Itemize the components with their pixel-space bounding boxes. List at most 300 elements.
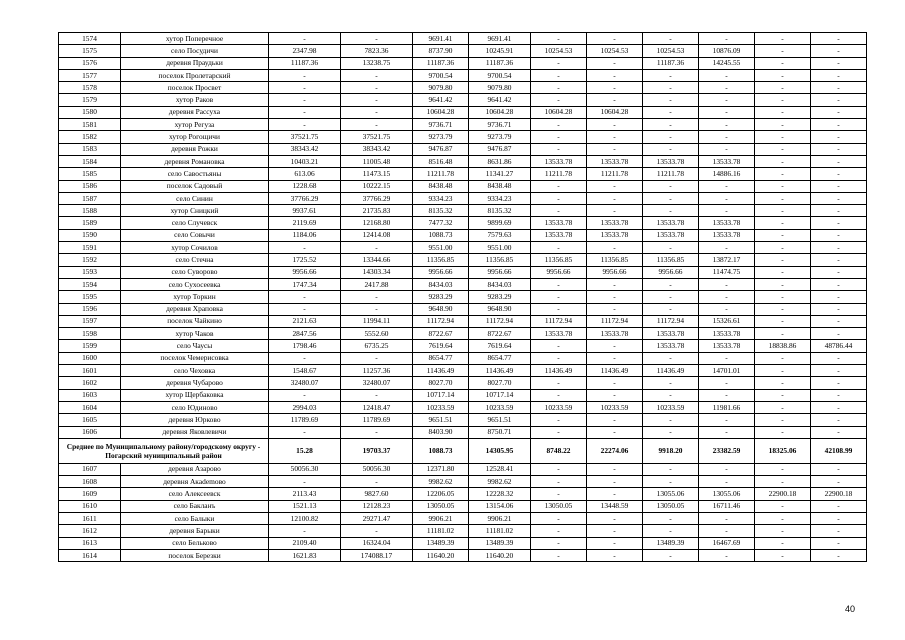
row-number-cell: 1581	[59, 119, 121, 131]
value-cell: 13050.05	[531, 500, 587, 512]
settlement-name-cell: село Чаусы	[121, 340, 269, 352]
value-cell: -	[755, 33, 811, 45]
value-cell: -	[811, 69, 867, 81]
value-cell: 11172.94	[643, 315, 699, 327]
value-cell: -	[269, 69, 341, 81]
settlement-name-cell: село Синин	[121, 192, 269, 204]
value-cell: -	[587, 488, 643, 500]
value-cell: 12128.23	[341, 500, 413, 512]
value-cell: -	[699, 69, 755, 81]
value-cell: 2994.03	[269, 401, 341, 413]
value-cell: -	[531, 303, 587, 315]
average-value-cell: 18325.06	[755, 438, 811, 463]
value-cell: 11341.27	[469, 168, 531, 180]
value-cell: -	[811, 278, 867, 290]
value-cell: -	[587, 389, 643, 401]
average-value-cell: 23382.59	[699, 438, 755, 463]
settlement-name-cell: хутор Сницкий	[121, 205, 269, 217]
value-cell: -	[755, 291, 811, 303]
table-row	[59, 389, 867, 401]
value-cell: -	[643, 82, 699, 94]
value-cell: 8654.77	[469, 352, 531, 364]
value-cell: 29271.47	[341, 512, 413, 524]
value-cell: 11981.66	[699, 401, 755, 413]
value-cell: -	[643, 525, 699, 537]
value-cell: 11211.78	[643, 168, 699, 180]
value-cell: 16324.04	[341, 537, 413, 549]
row-number-cell: 1578	[59, 82, 121, 94]
value-cell: -	[587, 352, 643, 364]
value-cell: 21735.83	[341, 205, 413, 217]
value-cell: -	[755, 155, 811, 167]
table-row	[59, 205, 867, 217]
value-cell: 13533.78	[699, 229, 755, 241]
value-cell: -	[811, 155, 867, 167]
value-cell: 8722.67	[413, 328, 469, 340]
value-cell: 2109.40	[269, 537, 341, 549]
value-cell: -	[643, 352, 699, 364]
value-cell: 13489.39	[643, 537, 699, 549]
value-cell: 8434.03	[413, 278, 469, 290]
value-cell: 9079.80	[413, 82, 469, 94]
value-cell: -	[755, 549, 811, 561]
settlement-name-cell: село Бакланъ	[121, 500, 269, 512]
value-cell: -	[755, 229, 811, 241]
row-number-cell: 1607	[59, 463, 121, 475]
value-cell: -	[699, 205, 755, 217]
value-cell: 9551.00	[413, 242, 469, 254]
value-cell: 2847.56	[269, 328, 341, 340]
value-cell: -	[531, 94, 587, 106]
settlement-name-cell: село Алексеевск	[121, 488, 269, 500]
value-cell: 9551.00	[469, 242, 531, 254]
value-cell: -	[269, 389, 341, 401]
average-value-cell: 9918.20	[643, 438, 699, 463]
value-cell: -	[587, 143, 643, 155]
settlement-name-cell: деревня Азарово	[121, 463, 269, 475]
value-cell: 9476.87	[413, 143, 469, 155]
value-cell: -	[755, 389, 811, 401]
settlement-name-cell: поселок Пролетарский	[121, 69, 269, 81]
value-cell: -	[755, 106, 811, 118]
value-cell: -	[811, 205, 867, 217]
value-cell: 11994.11	[341, 315, 413, 327]
table-row	[59, 106, 867, 118]
settlement-name-cell: поселок Садовый	[121, 180, 269, 192]
value-cell: -	[811, 525, 867, 537]
value-cell: -	[699, 426, 755, 438]
value-cell: -	[755, 426, 811, 438]
value-cell: 22900.18	[755, 488, 811, 500]
table-row	[59, 229, 867, 241]
value-cell: -	[755, 500, 811, 512]
settlement-name-cell: село Стечна	[121, 254, 269, 266]
value-cell: 11172.94	[413, 315, 469, 327]
row-number-cell: 1593	[59, 266, 121, 278]
value-cell: 11356.85	[413, 254, 469, 266]
row-number-cell: 1605	[59, 414, 121, 426]
value-cell: -	[269, 33, 341, 45]
row-number-cell: 1608	[59, 476, 121, 488]
value-cell: 9956.66	[413, 266, 469, 278]
row-number-cell: 1575	[59, 45, 121, 57]
settlement-name-cell: поселок Просвет	[121, 82, 269, 94]
average-value-cell: 14305.95	[469, 438, 531, 463]
value-cell: 2417.88	[341, 278, 413, 290]
value-cell: -	[531, 463, 587, 475]
value-cell: 11172.94	[531, 315, 587, 327]
value-cell: 13533.78	[643, 217, 699, 229]
value-cell: -	[531, 377, 587, 389]
value-cell: 9651.51	[469, 414, 531, 426]
settlement-name-cell: деревня Яковлевичи	[121, 426, 269, 438]
value-cell: -	[531, 82, 587, 94]
table-row	[59, 401, 867, 413]
row-number-cell: 1583	[59, 143, 121, 155]
value-cell: 9982.62	[469, 476, 531, 488]
value-cell: -	[811, 119, 867, 131]
value-cell: 9700.54	[413, 69, 469, 81]
value-cell: -	[755, 254, 811, 266]
value-cell: -	[643, 205, 699, 217]
value-cell: -	[587, 242, 643, 254]
value-cell: -	[755, 512, 811, 524]
value-cell: 32480.07	[269, 377, 341, 389]
value-cell: 13050.05	[413, 500, 469, 512]
value-cell: -	[811, 33, 867, 45]
value-cell: -	[587, 537, 643, 549]
value-cell: -	[755, 69, 811, 81]
value-cell: 9283.29	[413, 291, 469, 303]
settlement-name-cell: село Бельково	[121, 537, 269, 549]
value-cell: -	[341, 389, 413, 401]
value-cell: -	[643, 512, 699, 524]
value-cell: -	[587, 119, 643, 131]
value-cell: -	[699, 94, 755, 106]
value-cell: 13533.78	[699, 328, 755, 340]
value-cell: -	[755, 278, 811, 290]
value-cell: -	[699, 352, 755, 364]
data-sheet	[58, 32, 853, 562]
value-cell: -	[699, 33, 755, 45]
value-cell: -	[269, 426, 341, 438]
value-cell: 9700.54	[469, 69, 531, 81]
table-row	[59, 69, 867, 81]
value-cell: 11356.85	[587, 254, 643, 266]
value-cell: 5552.60	[341, 328, 413, 340]
value-cell: 10233.59	[643, 401, 699, 413]
value-cell: 613.06	[269, 168, 341, 180]
value-cell: 174088.17	[341, 549, 413, 561]
value-cell: -	[755, 414, 811, 426]
settlement-name-cell: деревня Рожки	[121, 143, 269, 155]
row-number-cell: 1577	[59, 69, 121, 81]
value-cell: 37766.29	[269, 192, 341, 204]
table-row	[59, 500, 867, 512]
value-cell: -	[755, 205, 811, 217]
value-cell: 18838.86	[755, 340, 811, 352]
table-row	[59, 340, 867, 352]
table-row	[59, 512, 867, 524]
value-cell: 32480.07	[341, 377, 413, 389]
value-cell: -	[811, 143, 867, 155]
value-cell: -	[587, 192, 643, 204]
value-cell: -	[587, 291, 643, 303]
row-number-cell: 1596	[59, 303, 121, 315]
value-cell: -	[587, 512, 643, 524]
value-cell: -	[643, 377, 699, 389]
value-cell: -	[811, 512, 867, 524]
row-number-cell: 1611	[59, 512, 121, 524]
value-cell: 11257.36	[341, 365, 413, 377]
value-cell: -	[269, 476, 341, 488]
settlement-name-cell: село Посудичи	[121, 45, 269, 57]
table-row	[59, 352, 867, 364]
value-cell: 7823.36	[341, 45, 413, 57]
value-cell: 8135.32	[413, 205, 469, 217]
value-cell: 9334.23	[469, 192, 531, 204]
value-cell: 9906.21	[469, 512, 531, 524]
value-cell: 10403.21	[269, 155, 341, 167]
average-value-cell: 8748.22	[531, 438, 587, 463]
row-number-cell: 1612	[59, 525, 121, 537]
value-cell: -	[531, 69, 587, 81]
value-cell: -	[811, 266, 867, 278]
value-cell: 13533.78	[587, 217, 643, 229]
value-cell: 1747.34	[269, 278, 341, 290]
settlement-name-cell: деревня Чубарово	[121, 377, 269, 389]
value-cell: -	[587, 131, 643, 143]
settlement-name-cell: деревня Рассуха	[121, 106, 269, 118]
value-cell: -	[811, 242, 867, 254]
value-cell: 9956.66	[269, 266, 341, 278]
value-cell: -	[699, 377, 755, 389]
table-row	[59, 242, 867, 254]
value-cell: 13533.78	[531, 229, 587, 241]
value-cell: 38343.42	[341, 143, 413, 155]
value-cell: 12228.32	[469, 488, 531, 500]
settlement-name-cell: село Савостьяны	[121, 168, 269, 180]
value-cell: 11187.36	[413, 57, 469, 69]
average-label: Среднее по Муниципальному району/городскому округу - Погарский муниципальный район	[59, 438, 269, 463]
value-cell: 37521.75	[269, 131, 341, 143]
value-cell: 11356.85	[643, 254, 699, 266]
value-cell: -	[811, 303, 867, 315]
value-cell: 11211.78	[413, 168, 469, 180]
average-value-cell: 1088.73	[413, 438, 469, 463]
value-cell: 10233.59	[469, 401, 531, 413]
value-cell: 11436.49	[643, 365, 699, 377]
value-cell: 13533.78	[531, 155, 587, 167]
value-cell: -	[643, 291, 699, 303]
value-cell: -	[755, 168, 811, 180]
value-cell: -	[341, 426, 413, 438]
value-cell: -	[755, 401, 811, 413]
value-cell: 13533.78	[643, 328, 699, 340]
value-cell: -	[699, 119, 755, 131]
settlement-name-cell: село Чеховка	[121, 365, 269, 377]
value-cell: 12100.82	[269, 512, 341, 524]
table-row	[59, 414, 867, 426]
table-row	[59, 45, 867, 57]
settlement-name-cell: деревня Праудьки	[121, 57, 269, 69]
value-cell: -	[587, 180, 643, 192]
settlement-name-cell: поселок Чайкино	[121, 315, 269, 327]
value-cell: -	[811, 365, 867, 377]
value-cell: -	[699, 389, 755, 401]
value-cell: -	[755, 328, 811, 340]
value-cell: 50056.30	[269, 463, 341, 475]
value-cell: 14701.01	[699, 365, 755, 377]
table-row	[59, 155, 867, 167]
value-cell: -	[531, 389, 587, 401]
value-cell: 11473.15	[341, 168, 413, 180]
table-row	[59, 254, 867, 266]
value-cell: -	[643, 549, 699, 561]
value-cell: 9273.79	[469, 131, 531, 143]
settlement-name-cell: деревня Храповка	[121, 303, 269, 315]
value-cell: -	[587, 414, 643, 426]
value-cell: -	[755, 45, 811, 57]
value-cell: 13533.78	[643, 340, 699, 352]
row-number-cell: 1591	[59, 242, 121, 254]
value-cell: 9641.42	[469, 94, 531, 106]
value-cell: -	[811, 389, 867, 401]
value-cell: -	[531, 525, 587, 537]
value-cell: -	[643, 476, 699, 488]
value-cell: -	[755, 525, 811, 537]
value-cell: 9827.60	[341, 488, 413, 500]
value-cell: -	[755, 131, 811, 143]
average-value-cell: 19703.37	[341, 438, 413, 463]
value-cell: -	[811, 229, 867, 241]
value-cell: -	[643, 414, 699, 426]
value-cell: 11187.36	[269, 57, 341, 69]
value-cell: 13533.78	[587, 155, 643, 167]
row-number-cell: 1585	[59, 168, 121, 180]
value-cell: -	[755, 303, 811, 315]
average-value-cell: 22274.06	[587, 438, 643, 463]
value-cell: -	[755, 537, 811, 549]
value-cell: 11181.02	[413, 525, 469, 537]
value-cell: -	[699, 512, 755, 524]
settlement-name-cell: хутор Раков	[121, 94, 269, 106]
value-cell: 8631.86	[469, 155, 531, 167]
value-cell: 1725.52	[269, 254, 341, 266]
value-cell: -	[269, 94, 341, 106]
table-row	[59, 57, 867, 69]
row-number-cell: 1586	[59, 180, 121, 192]
value-cell: 50056.30	[341, 463, 413, 475]
value-cell: 8403.90	[413, 426, 469, 438]
value-cell: -	[531, 512, 587, 524]
value-cell: 10222.15	[341, 180, 413, 192]
value-cell: 11356.85	[469, 254, 531, 266]
value-cell: -	[699, 180, 755, 192]
row-number-cell: 1580	[59, 106, 121, 118]
table-row	[59, 33, 867, 45]
value-cell: -	[587, 525, 643, 537]
table-row	[59, 168, 867, 180]
value-cell: -	[587, 303, 643, 315]
value-cell: -	[643, 426, 699, 438]
value-cell: 11474.75	[699, 266, 755, 278]
settlement-name-cell: село Случевск	[121, 217, 269, 229]
table-row	[59, 266, 867, 278]
value-cell: 8135.32	[469, 205, 531, 217]
settlement-name-cell: село Юдиново	[121, 401, 269, 413]
value-cell: -	[587, 69, 643, 81]
value-cell: 13533.78	[643, 229, 699, 241]
value-cell: -	[587, 33, 643, 45]
value-cell: 12206.05	[413, 488, 469, 500]
value-cell: -	[643, 119, 699, 131]
value-cell: -	[811, 192, 867, 204]
value-cell: -	[811, 377, 867, 389]
value-cell: -	[699, 476, 755, 488]
row-number-cell: 1604	[59, 401, 121, 413]
value-cell: -	[531, 278, 587, 290]
value-cell: 11640.20	[469, 549, 531, 561]
settlement-name-cell: хутор Щербаковка	[121, 389, 269, 401]
settlement-name-cell: хутор Поперечное	[121, 33, 269, 45]
value-cell: 8027.70	[469, 377, 531, 389]
page-number: 40	[844, 604, 855, 614]
value-cell: 12168.80	[341, 217, 413, 229]
average-value-cell: 15.28	[269, 438, 341, 463]
value-cell: 10233.59	[531, 401, 587, 413]
row-number-cell: 1576	[59, 57, 121, 69]
value-cell: -	[811, 315, 867, 327]
table-row	[59, 82, 867, 94]
value-cell: -	[755, 217, 811, 229]
value-cell: -	[699, 192, 755, 204]
value-cell: 13050.05	[643, 500, 699, 512]
settlement-name-cell: деревня Акademово	[121, 476, 269, 488]
value-cell: -	[531, 414, 587, 426]
value-cell: -	[811, 254, 867, 266]
table-row	[59, 549, 867, 561]
value-cell: 16711.46	[699, 500, 755, 512]
settlement-name-cell: село Сухосеевка	[121, 278, 269, 290]
value-cell: -	[643, 192, 699, 204]
table-row	[59, 291, 867, 303]
value-cell: -	[755, 82, 811, 94]
value-cell: -	[531, 119, 587, 131]
value-cell: -	[587, 377, 643, 389]
value-cell: 2119.69	[269, 217, 341, 229]
value-cell: -	[699, 463, 755, 475]
value-cell: -	[643, 106, 699, 118]
average-row	[59, 438, 867, 463]
value-cell: -	[587, 476, 643, 488]
value-cell: -	[341, 242, 413, 254]
value-cell: -	[811, 476, 867, 488]
value-cell: -	[755, 377, 811, 389]
value-cell: 13533.78	[531, 217, 587, 229]
value-cell: 8438.48	[469, 180, 531, 192]
value-cell: 16467.69	[699, 537, 755, 549]
row-number-cell: 1602	[59, 377, 121, 389]
value-cell: 1548.67	[269, 365, 341, 377]
value-cell: -	[341, 291, 413, 303]
value-cell: 10254.53	[531, 45, 587, 57]
value-cell: 13533.78	[699, 217, 755, 229]
value-cell: 8438.48	[413, 180, 469, 192]
value-cell: 9956.66	[469, 266, 531, 278]
value-cell: -	[341, 94, 413, 106]
value-cell: -	[341, 303, 413, 315]
